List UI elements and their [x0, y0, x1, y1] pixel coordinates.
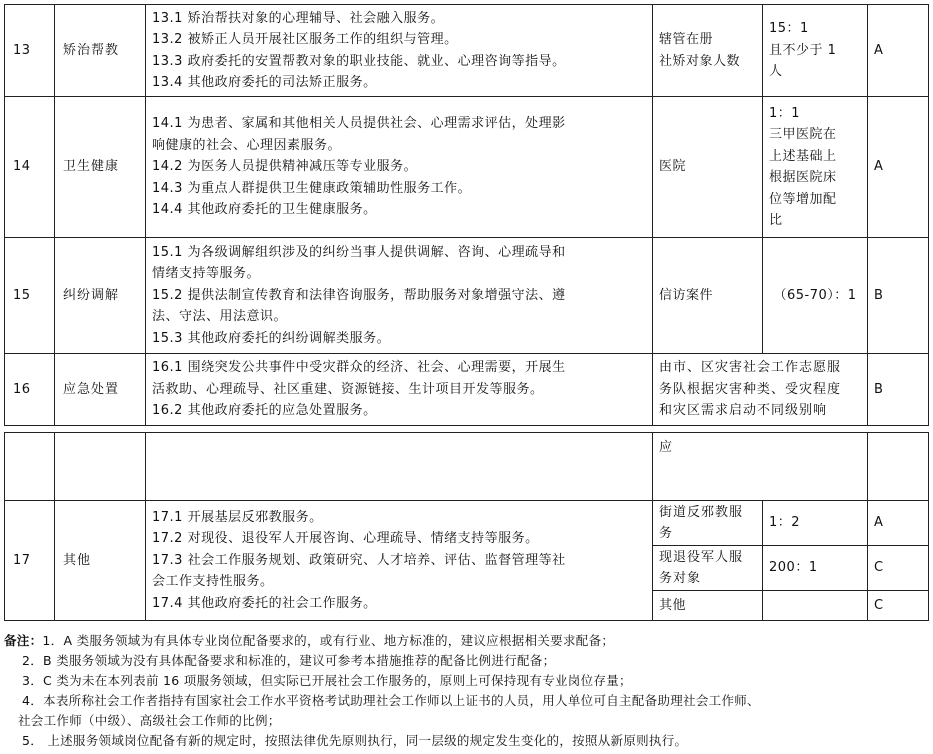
notes-label: 备注：	[4, 633, 43, 648]
category-grade: C	[868, 591, 929, 621]
category-grade: A	[868, 501, 929, 546]
content-line: 15.3 其他政府委托的纠纷调解类服务。	[152, 330, 391, 346]
content-line: 13.3 政府委托的安置帮教对象的职业技能、就业、心理咨询等指导。	[152, 53, 566, 69]
content-line: 14.1 为患者、家属和其他相关人员提供社会、心理需求评估，处理影	[152, 116, 566, 132]
service-content	[146, 238, 653, 354]
ratio-line: 上述基础上	[769, 148, 837, 164]
content-line: 13.2 被矫正人员开展社区服务工作的组织与管理。	[152, 32, 458, 47]
content-line: 14.4 其他政府委托的卫生健康服务。	[152, 202, 377, 218]
note-line: 2．B 类服务领域为没有具体配备要求和标准的，建议可参考本措施推荐的配备比例进行配备；	[22, 653, 556, 668]
service-content	[146, 5, 653, 97]
content-line: 响健康的社会、心理因素服务。	[152, 137, 342, 153]
merged-line: 务队根据灾害种类、受灾程度	[659, 381, 842, 397]
allocation-ratio	[763, 591, 868, 621]
note-line: 4．本表所称社会工作者指持有国家社会工作水平资格考试助理社会工作师以上证书的人员，用人单位可自主配备助理社会工作师、	[22, 693, 760, 708]
row-number: 16	[5, 354, 55, 426]
allocation-basis: 其他	[653, 591, 763, 621]
row-number: 15	[5, 238, 55, 354]
basis-line: 务	[659, 526, 674, 541]
category-grade: C	[868, 546, 929, 591]
content-line: 活救助、心理疏导、社区重建、资源链接、生计项目开发等服务。	[152, 381, 544, 397]
allocation-ratio	[763, 97, 868, 238]
service-field-name: 应急处置	[55, 354, 146, 426]
content-line: 14.2 为医务人员提供精神减压等专业服务。	[152, 159, 418, 175]
row-number: 17	[5, 501, 55, 621]
ratio-line: （65-70）：1	[773, 287, 857, 303]
allocation-basis-merged	[653, 354, 868, 426]
table-row-continuation	[5, 433, 929, 501]
service-content	[146, 354, 653, 426]
service-field-name: 其他	[55, 501, 146, 621]
note-text: 1．A 类服务领域为有具体专业岗位配备要求的，或有行业、地方标准的，建议应根据相关要求配备；	[42, 633, 615, 648]
ratio-line: 且不少于 1	[769, 42, 837, 58]
row-number: 14	[5, 97, 55, 238]
content-line: 17.4 其他政府委托的社会工作服务。	[152, 595, 377, 611]
allocation-basis	[653, 97, 763, 238]
ratio-line: 15：1	[769, 21, 809, 37]
content-line: 17.2 对现役、退役军人开展咨询、心理疏导、情绪支持等服务。	[152, 531, 539, 547]
basis-line: 辖管在册	[659, 32, 714, 47]
basis-line: 现退役军人服	[659, 549, 744, 565]
basis-line: 务对象	[659, 571, 702, 586]
service-field-name: 纠纷调解	[55, 238, 146, 354]
empty-cell	[5, 433, 55, 501]
allocation-ratio: 1：2	[763, 501, 868, 546]
content-line: 15.2 提供法制宣传教育和法律咨询服务，帮助服务对象增强守法、遵	[152, 287, 566, 303]
ratio-line: 比	[769, 213, 783, 228]
content-line: 16.2 其他政府委托的应急处置服务。	[152, 403, 377, 419]
table-row	[5, 238, 929, 354]
table-row	[5, 501, 929, 546]
empty-cell	[55, 433, 146, 501]
category-grade: B	[868, 238, 929, 354]
ratio-line: 根据医院床	[769, 170, 837, 185]
note-line: 5． 上述服务领域岗位配备有新的规定时，按照法律优先原则执行，同一层级的规定发生变化的，按照从新原则执行。	[22, 733, 688, 748]
allocation-basis	[653, 546, 763, 591]
ratio-line: 人	[769, 64, 783, 80]
allocation-table-lower	[4, 432, 929, 621]
content-line: 17.3 社会工作服务规划、政策研究、人才培养、评估、监督管理等社	[152, 552, 566, 568]
content-line: 14.3 为重点人群提供卫生健康政策辅助性服务工作。	[152, 180, 472, 196]
table-row	[5, 5, 929, 97]
allocation-ratio	[763, 238, 868, 354]
ratio-line: 1：1	[769, 105, 801, 121]
merged-line: 和灾区需求启动不同级别响	[659, 403, 828, 419]
ratio-line: 三甲医院在	[769, 127, 837, 142]
content-line: 13.1 矫治帮扶对象的心理辅导、社会融入服务。	[152, 10, 445, 26]
content-line: 情绪支持等服务。	[152, 266, 261, 282]
allocation-basis	[653, 501, 763, 546]
basis-line: 医院	[659, 159, 687, 175]
allocation-ratio: 200：1	[763, 546, 868, 591]
basis-line: 信访案件	[659, 287, 714, 303]
content-line: 法、守法、用法意识。	[152, 309, 288, 325]
allocation-table-upper	[4, 4, 929, 426]
content-line: 13.4 其他政府委托的司法矫正服务。	[152, 75, 377, 90]
row-number: 13	[5, 5, 55, 97]
content-line: 17.1 开展基层反邪教服务。	[152, 509, 323, 525]
table-row	[5, 354, 929, 426]
content-line: 会工作支持性服务。	[152, 574, 274, 590]
note-line: 3．C 类为未在本列表前 16 项服务领域，但实际已开展社会工作服务的，原则上可保持现有专业岗位存量；	[22, 673, 632, 688]
empty-cell	[868, 433, 929, 501]
category-grade: B	[868, 354, 929, 426]
service-field-name: 矫治帮教	[55, 5, 146, 97]
allocation-basis	[653, 238, 763, 354]
table-row	[5, 97, 929, 238]
allocation-basis	[653, 5, 763, 97]
content-line: 15.1 为各级调解组织涉及的纠纷当事人提供调解、咨询、心理疏导和	[152, 244, 566, 260]
category-grade: A	[868, 5, 929, 97]
ratio-line: 位等增加配	[769, 191, 837, 207]
footnotes	[4, 631, 929, 751]
service-content	[146, 501, 653, 621]
category-grade: A	[868, 97, 929, 238]
service-field-name: 卫生健康	[55, 97, 146, 238]
note-line	[4, 631, 929, 651]
allocation-ratio	[763, 5, 868, 97]
basis-line: 社矫对象人数	[659, 53, 741, 69]
allocation-basis-continuation: 应	[653, 433, 868, 501]
content-line: 16.1 围绕突发公共事件中受灾群众的经济、社会、心理需要，开展生	[152, 360, 566, 376]
basis-line: 街道反邪教服	[659, 504, 744, 520]
merged-line: 由市、区灾害社会工作志愿服	[659, 360, 842, 376]
note-line: 社会工作师（中级）、高级社会工作师的比例；	[18, 713, 281, 728]
service-content	[146, 97, 653, 238]
empty-cell	[146, 433, 653, 501]
